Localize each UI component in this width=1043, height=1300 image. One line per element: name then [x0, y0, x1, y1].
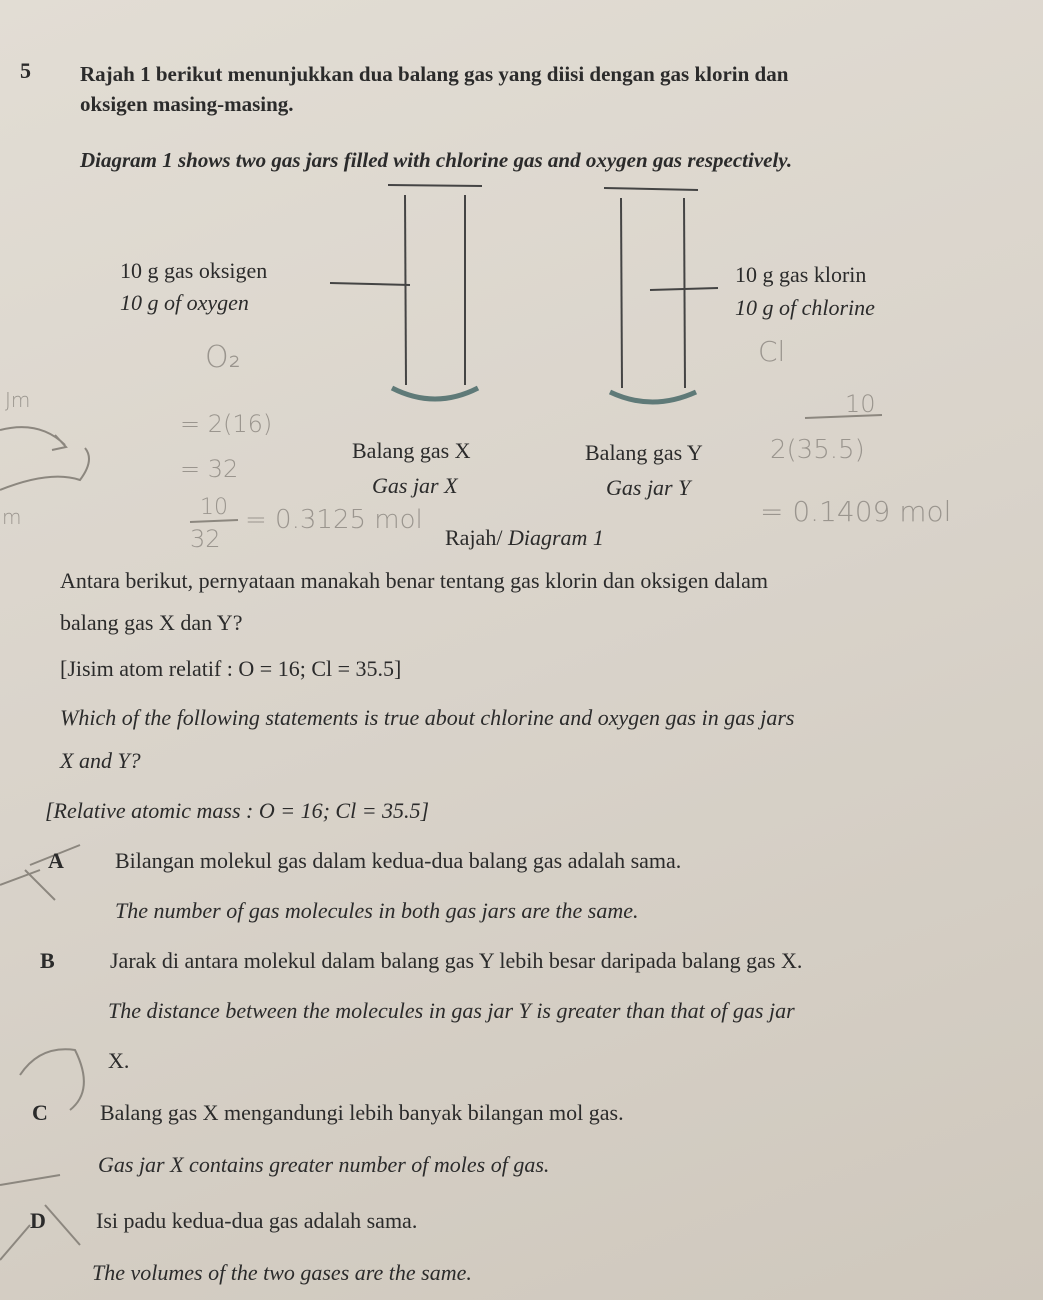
- stem-ms-1: Antara berikut, pernyataan manakah benar tentang gas klorin dan oksigen dalam: [60, 568, 769, 593]
- hw-cl-den: 2(35.5): [770, 435, 865, 465]
- option-c-en: Gas jar X contains greater number of moles of gas.: [98, 1152, 550, 1177]
- diagram-caption: [445, 525, 604, 551]
- gas-jar-x: [330, 185, 482, 399]
- jar-x-en: Gas jar X: [372, 473, 458, 498]
- option-b-en: The distance between the molecules in gas jar Y is greater than that of gas jar: [108, 998, 795, 1023]
- stem-en-ram: [Relative atomic mass : O = 16; Cl = 35.5]: [45, 798, 430, 823]
- caption-ms: Rajah/: [445, 525, 503, 550]
- intro-en: Diagram 1 shows two gas jars filled with chlorine gas and oxygen gas respectively.: [80, 148, 793, 172]
- intro-ms-2: oksigen masing-masing.: [80, 92, 294, 116]
- hw-m: m: [2, 505, 22, 529]
- jar-x-ms: Balang gas X: [352, 438, 471, 463]
- intro-ms-1: Rajah 1 berikut menunjukkan dua balang gas yang diisi dengan gas klorin dan: [80, 62, 789, 86]
- hw-cl-res: = 0.1409 mol: [760, 495, 952, 528]
- jar-y-ms: Balang gas Y: [585, 440, 703, 465]
- option-d-ms: Isi padu kedua-dua gas adalah sama.: [96, 1208, 418, 1233]
- option-a-ms: Bilangan molekul gas dalam kedua-dua balang gas adalah sama.: [115, 848, 682, 873]
- option-b-letter: B: [40, 948, 55, 973]
- option-b-en-2: X.: [108, 1048, 130, 1073]
- label-chlorine-en: 10 g of chlorine: [735, 295, 875, 320]
- option-a-en: The number of gas molecules in both gas jars are the same.: [115, 898, 639, 923]
- hw-calc1: = 2(16): [180, 410, 273, 438]
- stem-ms-2: balang gas X dan Y?: [60, 610, 243, 635]
- stem-ms-ram: [Jisim atom relatif : O = 16; Cl = 35.5]: [60, 656, 402, 681]
- stem-en-1: Which of the following statements is true about chlorine and oxygen gas in gas jars: [60, 705, 795, 730]
- hw-calc2: = 32: [180, 455, 239, 483]
- option-b-ms: Jarak di antara molekul dalam balang gas Y lebih besar daripada balang gas X.: [110, 948, 803, 973]
- option-c-ms: Balang gas X mengandungi lebih banyak bilangan mol gas.: [100, 1100, 624, 1125]
- stem-en-2: X and Y?: [60, 748, 141, 773]
- jar-y-en: Gas jar Y: [606, 475, 691, 500]
- label-oxygen-en-text: 10 g of oxygen: [120, 290, 249, 315]
- question-number: 5: [20, 58, 31, 83]
- option-d-en: The volumes of the two gases are the same.: [92, 1260, 472, 1285]
- hw-calc3-num: 10: [200, 495, 228, 520]
- hw-cl: Cl: [758, 335, 786, 368]
- label-oxygen-ms: 10 g gas oksigen: [120, 258, 268, 283]
- hw-o2: O₂: [205, 340, 241, 375]
- label-oxygen-en: [120, 290, 249, 316]
- hw-jm: Jm: [5, 388, 31, 412]
- label-chlorine-ms: 10 g gas klorin: [735, 262, 867, 287]
- gas-jar-y: [604, 188, 718, 402]
- handwritten-marks: [0, 415, 882, 1260]
- hw-calc3-res: = 0.3125 mol: [245, 505, 423, 535]
- hw-calc3-den: 32: [190, 525, 221, 553]
- option-a-letter: A: [48, 848, 64, 873]
- option-c-letter: C: [32, 1100, 48, 1125]
- hw-cl-num: 10: [845, 390, 876, 418]
- caption-en: Diagram 1: [507, 525, 604, 550]
- option-d-letter: D: [30, 1208, 46, 1233]
